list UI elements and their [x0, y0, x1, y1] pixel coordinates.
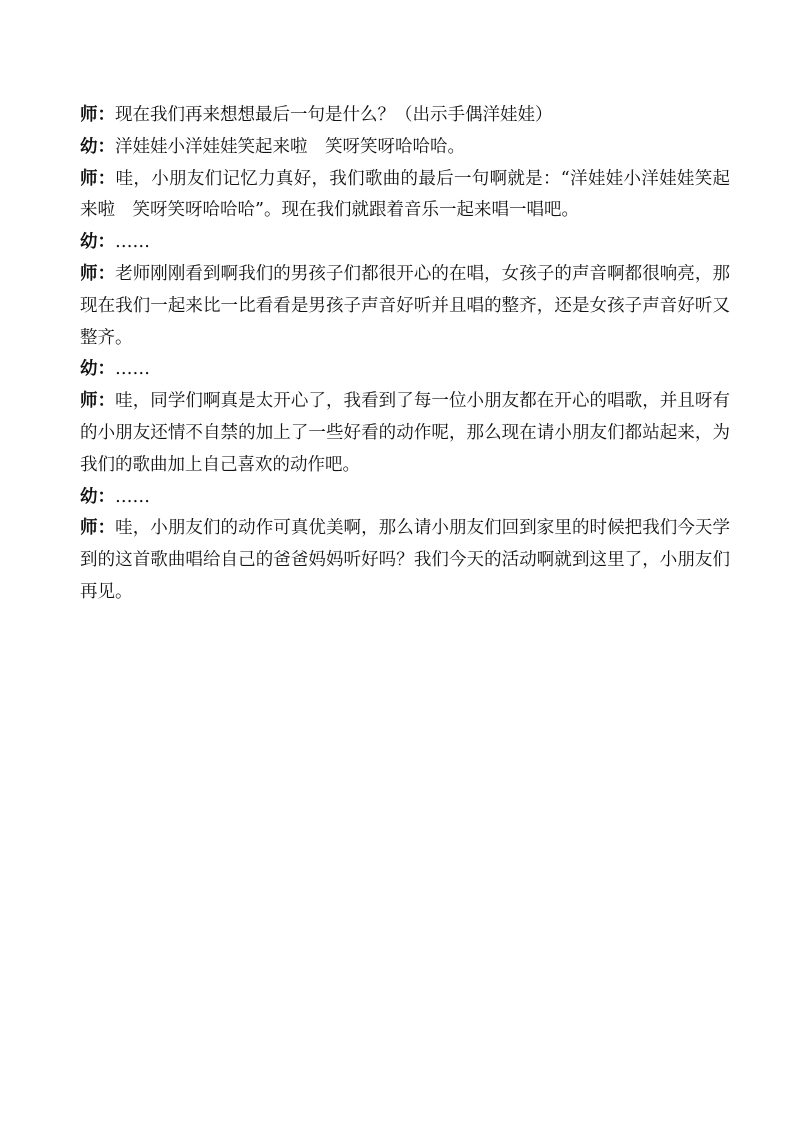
speaker-label: 师：: [80, 518, 116, 539]
speaker-label: 幼：: [80, 486, 115, 507]
dialogue-text: 哇，同学们啊真是太开心了，我看到了每一位小朋友都在开心的唱歌，并且呀有的小朋友还情不自禁的加上了一些好看的动作呢，那么现在请小朋友们都站起来，为我们的歌曲加上自己喜欢的动作吧。: [80, 391, 730, 475]
dialogue-text: ……: [115, 232, 150, 253]
dialogue-text: 哇，小朋友们记忆力真好，我们歌曲的最后一句啊就是：“洋娃娃小洋娃娃笑起来啦 笑呀笑呀哈哈哈”。现在我们就跟着音乐一起来唱一唱吧。: [80, 168, 731, 221]
speaker-label: 幼：: [80, 232, 115, 253]
dialogue-line: [80, 386, 730, 481]
dialogue-line: [80, 354, 730, 386]
dialogue-line: [80, 164, 730, 228]
dialogue-line: [80, 513, 730, 608]
speaker-label: 幼：: [80, 359, 115, 380]
dialogue-text: ……: [115, 486, 150, 507]
dialogue-line: [80, 100, 730, 132]
dialogue-line: [80, 132, 730, 164]
speaker-label: 师：: [80, 168, 116, 189]
dialogue-text: ……: [115, 359, 150, 380]
speaker-label: 师：: [80, 105, 115, 125]
dialogue-line: [80, 227, 730, 259]
speaker-label: 师：: [80, 391, 116, 412]
dialogue-text: 洋娃娃小洋娃娃笑起来啦 笑呀笑呀哈哈哈。: [115, 136, 465, 157]
dialogue-text: 老师刚刚看到啊我们的男孩子们都很开心的在唱，女孩子的声音啊都很响亮，那现在我们一起来比一比看看是男孩子声音好听并且唱的整齐，还是女孩子声音好听又整齐。: [80, 263, 730, 348]
dialogue-text: 现在我们再来想想最后一句是什么？（出示手偶洋娃娃）: [115, 105, 553, 125]
dialogue-line: [80, 482, 730, 514]
dialogue-line: [80, 259, 730, 354]
speaker-label: 师：: [80, 263, 116, 284]
document-page: [80, 100, 730, 609]
dialogue-text: 哇，小朋友们的动作可真优美啊，那么请小朋友们回到家里的时候把我们今天学到的这首歌曲唱给自己的爸爸妈妈听好吗？我们今天的活动啊就到这里了，小朋友们再见。: [80, 518, 730, 602]
speaker-label: 幼：: [80, 136, 115, 157]
